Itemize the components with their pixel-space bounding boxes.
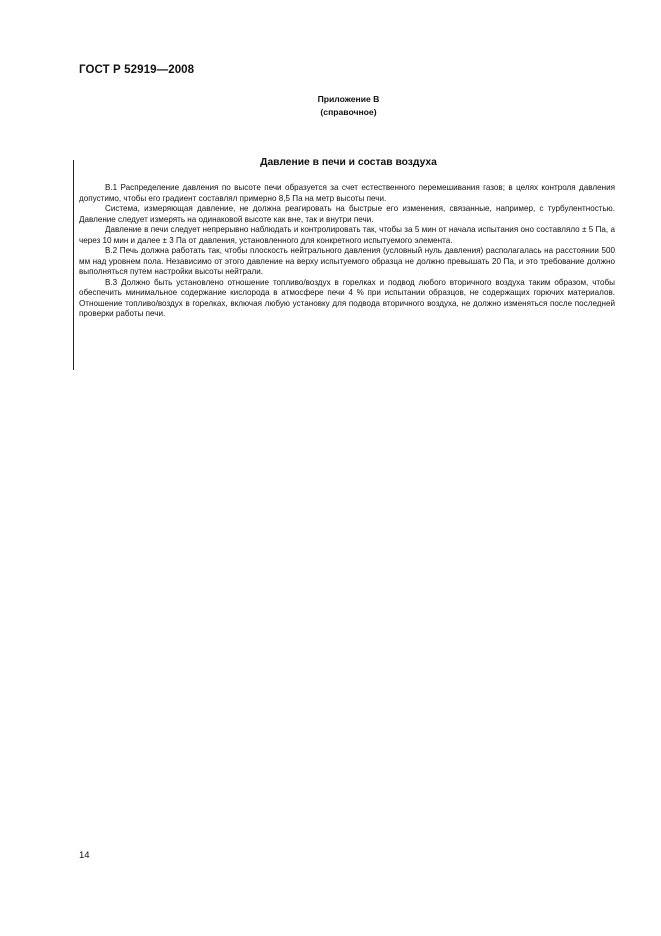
paragraph-pressure-system: Система, измеряющая давление, не должна реагировать на быстрые его изменения, связанные, например, с турбулентностью. Давление следует измерять на одинаковой высоте как вне, так и внутри печи. (79, 204, 615, 224)
annex-kind: (справочное) (320, 107, 377, 117)
paragraph-pressure-control: Давление в печи следует непрерывно наблюдать и контролировать так, чтобы за 5 мин от начала испытания оно составляло ± 5 Па, а через 10 мин и далее ± 3 Па от давления, установленного для конкретного испытуемого элемента. (79, 225, 615, 245)
page-number: 14 (79, 850, 90, 861)
paragraph-b2: В.2 Печь должна работать так, чтобы плоскость нейтрального давления (условный нуль давления) располагалась на расстоянии 500 мм над уровнем пола. Независимо от этого давление на верху испытуемого образца не должно превышать 20 Па, и это требование должно выполняться путем настройки высоты нейтрали. (79, 246, 615, 276)
annex-heading (0, 93, 661, 119)
body-text (79, 183, 615, 320)
annex-title: Приложение В (317, 94, 380, 104)
revision-marker-bar (73, 160, 74, 370)
paragraph-b1: В.1 Распределение давления по высоте печи образуется за счет естественного перемешивания газов; в целях контроля давления допустимо, чтобы его градиент составлял примерно 8,5 Па на метр высоты печи. (79, 183, 615, 203)
paragraph-b3: В.3 Должно быть установлено отношение топливо/воздух в горелках и подвод любого вторичного воздуха таким образом, чтобы обеспечить минимальное содержание кислорода в атмосфере печи 4 % при испытании образцов, не содержащих горючих материалов. Отношение топливо/воздух в горелках, включая любую установку для подвода вторичного воздуха, не должно изменяться после последней проверки работы печи. (79, 277, 615, 318)
document-code: ГОСТ Р 52919—2008 (79, 64, 195, 76)
section-title: Давление в печи и состав воздуха (260, 157, 437, 168)
